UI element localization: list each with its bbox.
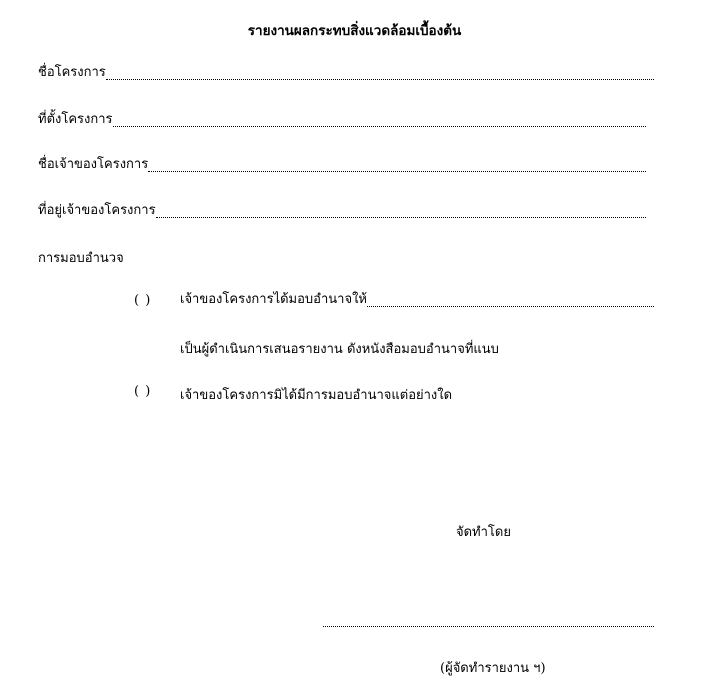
authorization-heading: การมอบอำนวจ <box>38 251 124 266</box>
option2-label: เจ้าของโครงการมิได้มีการมอบอำนาจแต่อย่างใด <box>180 388 453 403</box>
authorized-person-blank[interactable] <box>367 306 654 307</box>
prepared-by-label: จัดทำโดย <box>456 525 511 540</box>
project-name-blank[interactable] <box>106 79 654 80</box>
owner-address-field <box>38 202 646 220</box>
signature-caption: (ผู้จัดทำรายงาน ฯ) <box>440 661 546 676</box>
project-location-blank[interactable] <box>113 126 646 127</box>
signature-line[interactable] <box>323 626 654 627</box>
document-title: รายงานผลกระทบสิ่งแวดล้อมเบื้องต้น <box>247 23 462 39</box>
project-name-field <box>38 64 654 82</box>
project-location-label: ที่ตั้งโครงการ <box>38 112 113 127</box>
project-location-field <box>38 111 646 129</box>
project-owner-label: ชื่อเจ้าของโครงการ <box>38 157 149 172</box>
owner-address-label: ที่อยู่เจ้าของโครงการ <box>38 203 156 218</box>
owner-address-blank[interactable] <box>156 217 646 218</box>
project-name-label: ชื่อโครงการ <box>38 65 106 80</box>
project-owner-field <box>38 156 646 174</box>
option1-field <box>180 291 654 309</box>
project-owner-blank[interactable] <box>148 171 646 172</box>
option1-checkbox[interactable]: ( ) <box>134 293 152 308</box>
option1-label: เจ้าของโครงการได้มอบอำนาจให้ <box>180 292 368 307</box>
option2-checkbox[interactable]: ( ) <box>134 384 152 399</box>
option1-continuation: เป็นผู้ดำเนินการเสนอรายงาน ดังหนังสือมอบอำนาจที่แนบ <box>180 342 499 357</box>
